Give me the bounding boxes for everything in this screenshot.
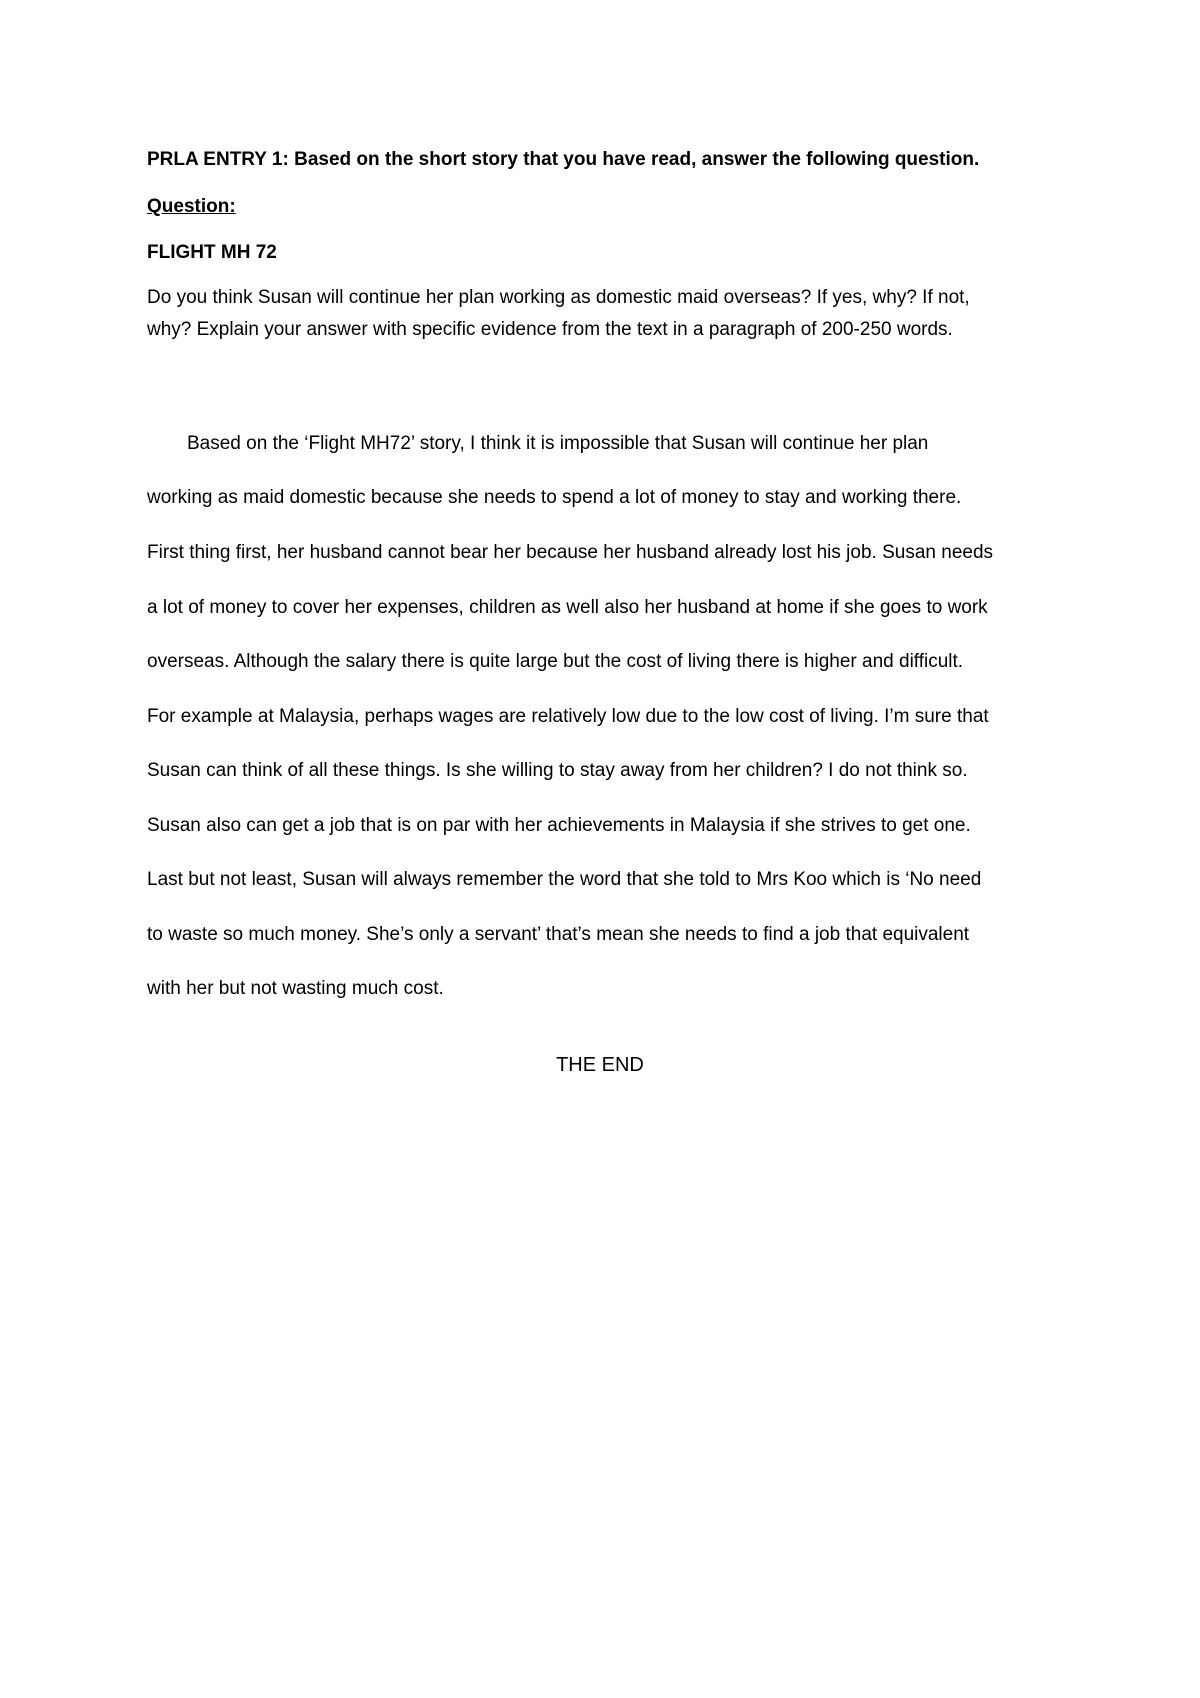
question-label: Question: — [147, 196, 236, 217]
entry-instruction: Based on the short story that you have read, answer the following question. — [294, 149, 980, 170]
question-line: why? Explain your answer with specific evidence from the text in a paragraph of 200-250 words. — [147, 319, 953, 340]
end-marker: THE END — [556, 1054, 644, 1076]
entry-heading — [147, 148, 979, 172]
question-line: Do you think Susan will continue her plan working as domestic maid overseas? If yes, why? If not, — [147, 287, 970, 308]
answer-line: Based on the ‘Flight MH72’ story, I think it is impossible that Susan will continue her plan — [187, 433, 929, 454]
entry-label: PRLA ENTRY 1: — [147, 149, 289, 170]
answer-line: Last but not least, Susan will always remember the word that she told to Mrs Koo which is ‘No need — [147, 869, 982, 890]
answer-line: For example at Malaysia, perhaps wages are relatively low due to the low cost of living. I’m sure that — [147, 706, 989, 727]
answer-line: Susan also can get a job that is on par with her achievements in Malaysia if she strives to get one. — [147, 815, 971, 836]
answer-line: a lot of money to cover her expenses, children as well also her husband at home if she goes to work — [147, 597, 988, 618]
answer-line: Susan can think of all these things. Is she willing to stay away from her children? I do not think so. — [147, 760, 968, 781]
answer-line: with her but not wasting much cost. — [147, 978, 444, 999]
story-title: FLIGHT MH 72 — [147, 242, 277, 263]
answer-line: First thing first, her husband cannot bear her because her husband already lost his job. Susan needs — [147, 542, 994, 563]
answer-line: working as maid domestic because she needs to spend a lot of money to stay and working there. — [147, 487, 962, 508]
answer-line: to waste so much money. She’s only a servant’ that’s mean she needs to find a job that equivalent — [147, 924, 970, 945]
answer-line: overseas. Although the salary there is quite large but the cost of living there is higher and difficult. — [147, 651, 964, 672]
